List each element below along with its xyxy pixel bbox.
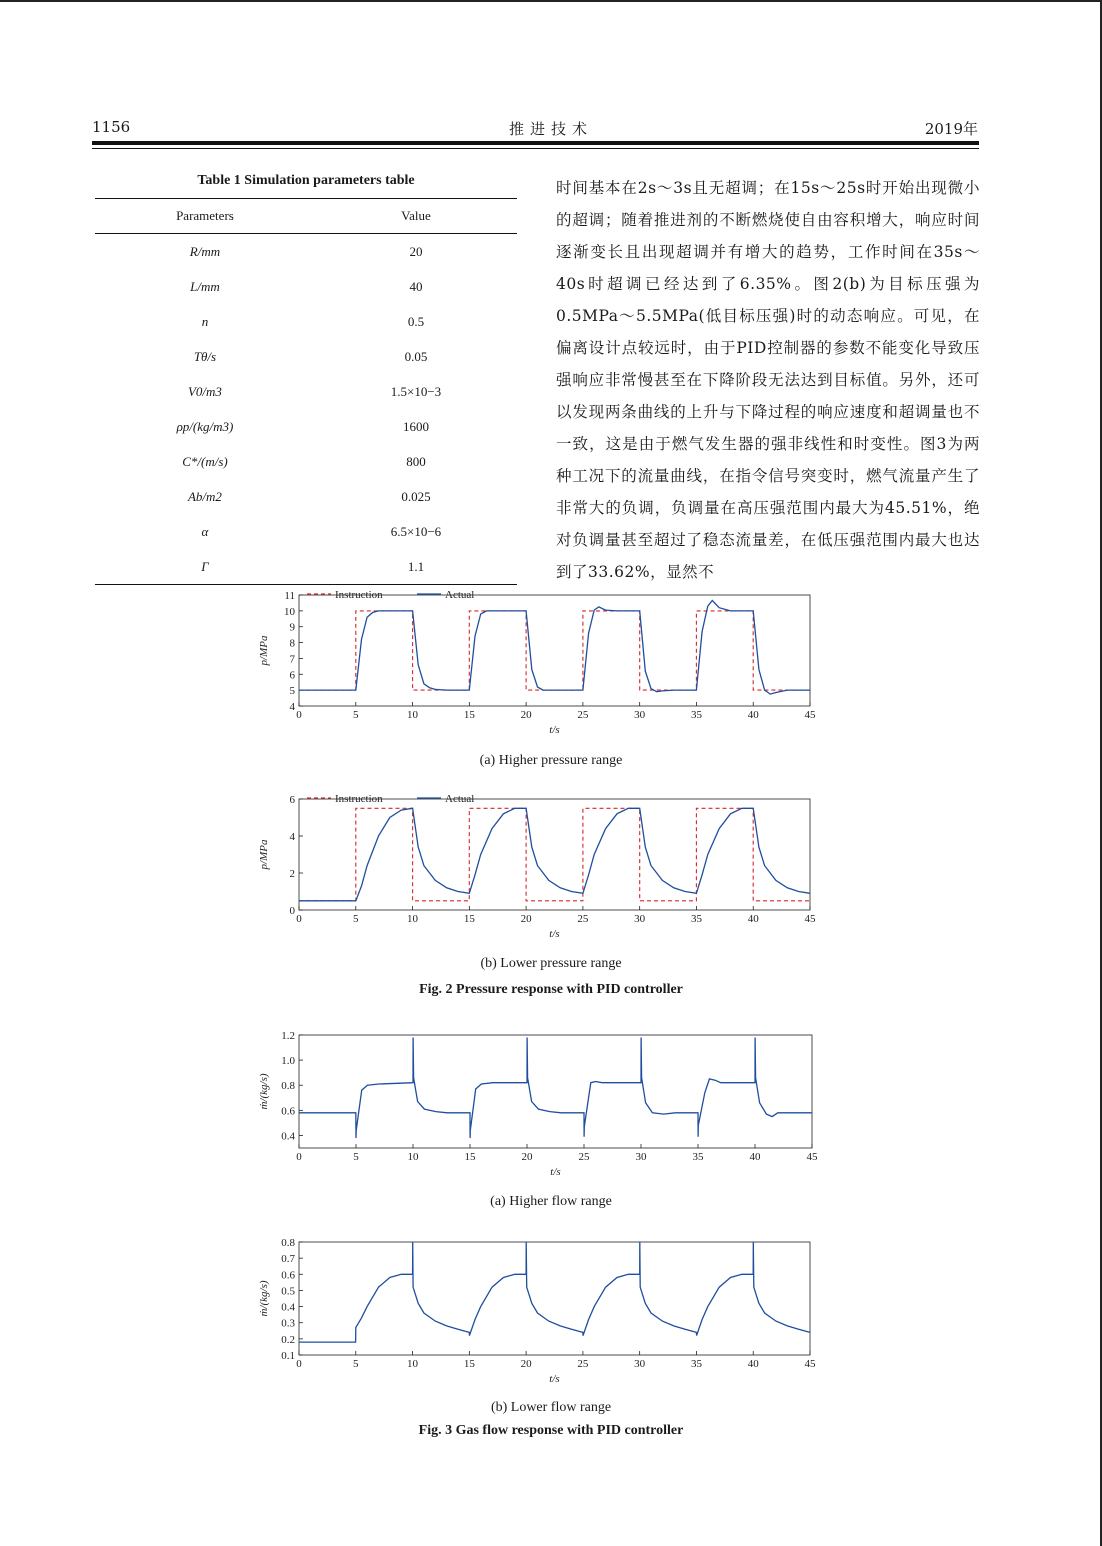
y-tick-label: 6 — [289, 669, 295, 682]
y-tick-label: 9 — [289, 621, 295, 634]
legend-label: Instruction — [335, 589, 383, 601]
x-tick-label: 45 — [804, 709, 816, 721]
x-axis-label: t/s — [549, 724, 560, 736]
header-rule-thin — [92, 148, 979, 149]
x-tick-label: 15 — [463, 1358, 475, 1370]
table-header-value: Value — [315, 199, 517, 234]
y-tick-label: 0.4 — [281, 1130, 295, 1143]
y-tick-label: 0 — [289, 905, 295, 917]
table-row — [95, 514, 517, 549]
table-cell-parameter: Ab/m2 — [187, 488, 222, 504]
table-cell-parameter: R/mm — [189, 243, 221, 259]
y-tick-label: 11 — [284, 590, 295, 602]
y-axis-label: ṁ/(kg/s) — [258, 1280, 270, 1317]
fig2b-subcaption: (b) Lower pressure range — [480, 956, 622, 971]
x-tick-label: 0 — [296, 913, 302, 925]
legend-label: Actual — [445, 589, 475, 601]
y-tick-label: 0.2 — [281, 1333, 295, 1346]
figure-3b — [0, 1232, 1102, 1397]
y-tick-label: 1.0 — [281, 1055, 295, 1068]
x-tick-label: 5 — [353, 709, 359, 721]
x-tick-label: 25 — [577, 1358, 589, 1370]
y-axis-label: p/MPa — [258, 839, 270, 870]
table-row — [95, 304, 517, 339]
x-tick-label: 15 — [463, 709, 475, 721]
y-tick-label: 7 — [289, 653, 295, 666]
x-tick-label: 35 — [690, 1358, 702, 1370]
plot-frame — [299, 1242, 810, 1355]
x-tick-label: 10 — [407, 1358, 419, 1370]
table-cell-parameter: n — [201, 313, 209, 329]
y-tick-label: 2 — [289, 868, 295, 880]
table-cell-parameter: Γ — [95, 549, 315, 585]
fig3a-subcaption: (a) Higher flow range — [490, 1194, 612, 1209]
x-axis-label: t/s — [549, 928, 560, 940]
x-tick-label: 20 — [520, 709, 532, 721]
page-border-top — [0, 0, 1102, 2]
series-actual-line — [299, 1242, 810, 1342]
x-tick-label: 10 — [407, 709, 419, 721]
y-tick-label: 10 — [284, 605, 295, 618]
figure-3a — [0, 1025, 1102, 1190]
y-tick-label: 0.6 — [281, 1105, 295, 1118]
table-cell-value: 1600 — [402, 418, 429, 434]
table-row — [95, 409, 517, 444]
x-tick-label: 30 — [634, 913, 646, 925]
x-tick-label: 25 — [577, 913, 589, 925]
x-tick-label: 20 — [520, 1358, 532, 1370]
table-cell-value: 6.5×10−6 — [390, 523, 442, 539]
series-instruction-line — [299, 611, 810, 690]
table-cell-value: 0.025 — [401, 488, 431, 504]
y-tick-label: 8 — [289, 637, 295, 650]
y-axis-label: ṁ/(kg/s) — [258, 1073, 270, 1110]
y-tick-label: 4 — [289, 701, 295, 713]
table-cell-value: 0.05 — [404, 348, 428, 364]
y-tick-label: 0.3 — [281, 1317, 295, 1330]
x-tick-label: 35 — [690, 913, 702, 925]
x-tick-label: 40 — [747, 913, 759, 925]
x-tick-label: 10 — [407, 913, 419, 925]
table-cell-value: 800 — [406, 453, 426, 469]
x-tick-label: 0 — [296, 709, 302, 721]
x-tick-label: 25 — [577, 709, 589, 721]
table-cell-parameter: Tθ/s — [193, 348, 217, 364]
series-instruction-line — [299, 808, 810, 901]
figure-2b — [0, 789, 1102, 954]
table-header-row — [95, 199, 517, 234]
table-row — [95, 339, 517, 374]
plot-frame — [299, 1035, 812, 1148]
x-tick-label: 5 — [353, 1358, 359, 1370]
chart-fig2b — [0, 789, 1102, 954]
series-actual-line — [299, 808, 810, 901]
table-header-parameters: Parameters — [95, 199, 315, 234]
y-tick-label: 0.8 — [281, 1080, 295, 1093]
table-row — [95, 269, 517, 304]
x-tick-label: 35 — [692, 1151, 704, 1163]
journal-year: 2019年 — [924, 120, 978, 138]
chart-fig3a — [0, 1025, 1102, 1190]
table-cell-parameter: C*/(m/s) — [182, 453, 228, 469]
x-tick-label: 10 — [407, 1151, 419, 1163]
x-tick-label: 5 — [353, 1151, 359, 1163]
legend-label: Instruction — [335, 793, 383, 805]
table-cell-value: 20 — [409, 243, 423, 259]
parameters-table — [95, 198, 517, 585]
table-cell-value: 0.5 — [407, 313, 425, 329]
y-tick-label: 0.7 — [281, 1253, 295, 1266]
x-tick-label: 15 — [463, 913, 475, 925]
header-rule-thick — [92, 141, 979, 145]
y-tick-label: 1.2 — [281, 1030, 295, 1042]
fig3b-subcaption: (b) Lower flow range — [490, 1400, 612, 1415]
x-tick-label: 40 — [749, 1151, 761, 1163]
y-axis-label: p/MPa — [258, 635, 270, 666]
x-tick-label: 30 — [634, 1358, 646, 1370]
legend-label: Actual — [445, 793, 475, 805]
x-tick-label: 0 — [296, 1358, 302, 1370]
y-tick-label: 0.4 — [281, 1301, 295, 1314]
y-tick-label: 6 — [289, 794, 295, 806]
series-actual-line — [299, 1038, 812, 1139]
table-caption: Table 1 Simulation parameters table — [197, 173, 415, 188]
table-cell-parameter: ρp/(kg/m3) — [176, 418, 234, 434]
journal-name: 推进技术 — [508, 120, 593, 138]
x-tick-label: 25 — [578, 1151, 590, 1163]
x-tick-label: 30 — [634, 709, 646, 721]
x-tick-label: 45 — [804, 1358, 816, 1370]
x-tick-label: 15 — [464, 1151, 476, 1163]
x-tick-label: 20 — [520, 913, 532, 925]
fig3-caption: Fig. 3 Gas flow response with PID controller — [418, 1423, 684, 1438]
figure-2a — [0, 585, 1102, 750]
y-tick-label: 0.5 — [281, 1285, 295, 1298]
fig2-caption: Fig. 2 Pressure response with PID controller — [419, 982, 683, 997]
plot-frame — [299, 799, 810, 910]
table-cell-parameter: L/mm — [190, 278, 220, 294]
series-actual-line — [299, 601, 810, 695]
x-tick-label: 30 — [635, 1151, 647, 1163]
x-tick-label: 0 — [296, 1151, 302, 1163]
x-tick-label: 45 — [806, 1151, 818, 1163]
table-row — [95, 549, 517, 585]
table-cell-value: 1.5×10−3 — [390, 383, 442, 399]
x-tick-label: 20 — [521, 1151, 533, 1163]
table-cell-parameter: α — [201, 523, 209, 539]
y-tick-label: 0.1 — [281, 1350, 295, 1362]
table-cell-value: 40 — [409, 278, 423, 294]
y-tick-label: 4 — [289, 831, 295, 843]
page-number: 1156 — [92, 118, 131, 136]
x-tick-label: 40 — [747, 1358, 759, 1370]
y-tick-label: 5 — [289, 685, 295, 698]
y-tick-label: 0.8 — [281, 1237, 295, 1249]
table-cell-value: 1.1 — [315, 549, 517, 585]
table-cell-parameter: V0/m3 — [187, 383, 222, 399]
chart-fig2a — [0, 585, 1102, 750]
table-row — [95, 479, 517, 514]
x-axis-label: t/s — [549, 1373, 560, 1385]
table-row — [95, 444, 517, 479]
body-paragraph: 时间基本在2s～3s且无超调；在15s～25s时开始出现微小的超调；随着推进剂的不断燃烧使自由容积增大，响应时间逐渐变长且出现超调并有增大的趋势，工作时间在35s～40s时超调已经达到了6.35%。图2(b)为目标压强为0.5MPa～5.5MPa(低目标压强)时的动态响应。可见，在偏离设计点较远时，由于PID控制器的参数不能变化导致压强响应非常慢甚至在下降阶段无法达到目标值。另外，还可以发现两条曲线的上升与下降过程的响应速度和超调量也不一致，这是由于燃气发生器的强非线性和时变性。图3为两种工况下的流量曲线，在指令信号突变时，燃气流量产生了非常大的负调，负调量在高压强范围内最大为45.51%，绝对负调量甚至超过了稳态流量差，在低压强范围内最大也达到了33.62%，显然不 — [556, 179, 980, 581]
table-body — [95, 234, 517, 585]
x-axis-label: t/s — [550, 1166, 561, 1178]
y-tick-label: 0.6 — [281, 1269, 295, 1282]
x-tick-label: 5 — [353, 913, 359, 925]
chart-fig3b — [0, 1232, 1102, 1397]
table-row — [95, 374, 517, 409]
x-tick-label: 40 — [747, 709, 759, 721]
table-row — [95, 234, 517, 270]
x-tick-label: 45 — [804, 913, 816, 925]
x-tick-label: 35 — [690, 709, 702, 721]
fig2a-subcaption: (a) Higher pressure range — [479, 753, 623, 768]
